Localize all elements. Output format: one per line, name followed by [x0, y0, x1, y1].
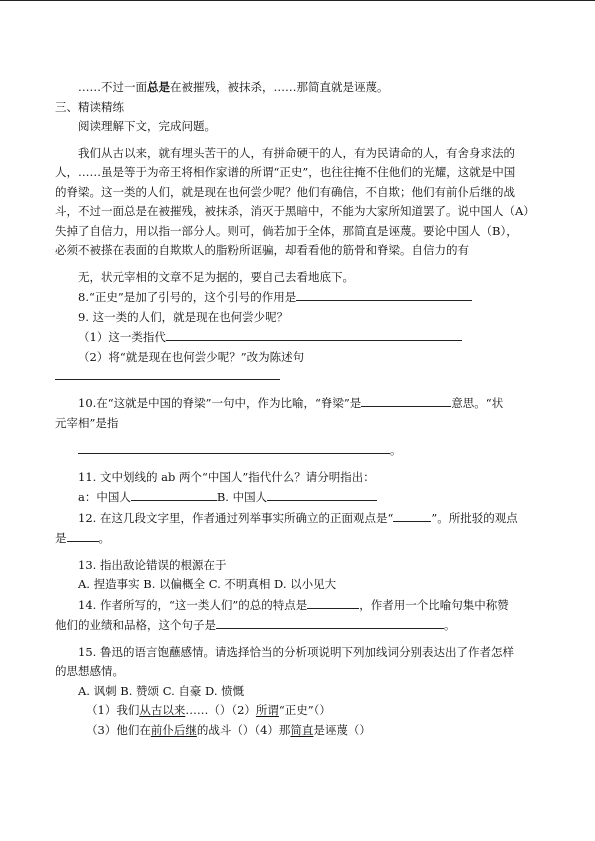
question-10-line-3	[55, 440, 545, 461]
document-page	[55, 78, 545, 740]
question-10-end: 。	[390, 443, 402, 457]
passage-line: 斗，不过一面总是在被摧残，被抹杀，消灭于黑暗中，不能为大家所知道罢了。说中国人（A）	[55, 204, 535, 218]
passage-line: 必须不被搽在表面的自欺欺人的脂粉所诓骗，却看看他的筋骨和脊梁。自信力的有	[55, 243, 469, 257]
question-14-text-b: ，作者用一个比喻句集中称赞	[359, 597, 509, 612]
question-8	[55, 287, 545, 308]
question-14-line-1	[55, 595, 545, 616]
answer-blank[interactable]	[307, 595, 359, 609]
question-11-b-label: B. 中国人	[216, 490, 268, 504]
question-15-items-1-2	[55, 701, 545, 721]
question-11-stem: 11. 文中划线的 ab 两个“中国人”指代什么？请分明指出：	[78, 469, 375, 484]
question-14-text-c: 他们的业绩和品格，这个句子是	[55, 618, 216, 632]
question-9-sub-1	[55, 327, 545, 348]
question-15-options: A. 讽刺 B. 赞颂 C. 自豪 D. 愤慨	[78, 683, 245, 698]
question-10-text-a: 10.在“这就是中国的脊梁”一句中，作为比喻，“脊梁”是	[78, 396, 362, 410]
answer-blank[interactable]	[296, 287, 472, 301]
question-9-sub-2: （2）将“就是现在也何尝少呢？”改为陈述句	[78, 349, 305, 364]
item-1-underlined-word: 从古以来	[139, 703, 186, 717]
question-12-line-2	[55, 528, 545, 549]
question-8-text: 8.“正史”是加了引号的，这个引号的作用是	[78, 290, 297, 304]
question-14-text-a: 14. 作者所写的，“这一类人们”的总的特点是	[78, 597, 308, 612]
question-15-items-3-4	[55, 721, 545, 741]
passage-line: 无，状元宰相的文章不足为据的，要自己去看地底下。	[78, 269, 354, 284]
question-15-stem-2: 的思想感情。	[55, 664, 124, 678]
answer-blank[interactable]	[267, 487, 377, 501]
question-12-text-c: 是	[55, 531, 67, 545]
item-2-underlined-word: 所谓	[255, 703, 279, 717]
question-10-line-2: 元宰相”是指	[55, 415, 119, 430]
passage-line: 的脊梁。这一类的人们，就是现在也何尝少呢？他们有确信，不自欺；他们有前仆后继的战	[55, 184, 515, 199]
item-1-prefix: （1）我们	[86, 703, 140, 717]
question-10-text-b: 意思。“状	[451, 396, 504, 410]
answer-line[interactable]	[55, 367, 280, 386]
top-fragment-text-2: 在被摧残，被抹杀，……那简直就是诬蔑。	[170, 80, 389, 94]
question-12-text-a: 12. 在这几段文字里，作者通过列举事实所确立的正面观点是“	[78, 510, 394, 525]
question-10-line-1	[55, 393, 545, 414]
answer-blank[interactable]	[216, 615, 444, 629]
answer-blank[interactable]	[78, 440, 390, 454]
passage-line: 人，……虽是等于为帝王将相作家谱的所谓“正史”，也往往掩不住他们的光耀，这就是中国	[55, 165, 516, 179]
instruction: 阅读理解下文，完成问题。	[78, 119, 216, 133]
question-11-a-label: a：中国人	[78, 490, 131, 504]
top-fragment-bold: 总是	[147, 80, 170, 94]
reading-passage	[55, 144, 545, 288]
answer-blank[interactable]	[131, 487, 217, 501]
question-12-text-b: ”。所批驳的观点	[431, 510, 518, 525]
question-9-stem: 9. 这一类的人们，就是现在也何尝少呢？	[78, 309, 289, 324]
question-14-end: 。	[444, 618, 456, 632]
answer-blank[interactable]	[393, 508, 431, 522]
question-13-options: A. 捏造事实 B. 以偏概全 C. 不明真相 D. 以小见大	[78, 577, 337, 591]
question-11-answers	[55, 487, 545, 508]
question-13-stem: 13. 指出敌论错误的根源在于	[78, 557, 227, 572]
question-9-sub-1-text: （1）这一类指代	[78, 330, 166, 344]
passage-line: 失掉了自信力，用以指一部分人。则可，倘若加于全体，那简直是诬蔑。要论中国人（B），	[55, 223, 518, 238]
item-3-prefix: （3）他们在	[86, 722, 151, 737]
question-12-end: 。	[98, 531, 110, 545]
section-title: 三、精读精练	[55, 99, 124, 114]
answer-blank[interactable]	[67, 528, 99, 542]
item-2-suffix: “正史”（）	[278, 703, 331, 717]
item-1-suffix: ……（）（2）	[185, 703, 256, 717]
passage-line: 我们从古以来，就有埋头苦干的人，有拼命硬干的人，有为民请命的人，有舍身求法的	[78, 145, 515, 160]
top-fragment-text-1: ……不过一面	[78, 80, 147, 94]
item-3-underlined-word: 前仆后继	[150, 722, 197, 737]
answer-blank[interactable]	[361, 393, 451, 407]
item-4-suffix: 是诬蔑（）	[313, 722, 371, 737]
top-fragment-line	[55, 78, 545, 98]
item-3-suffix: 的战斗（）（4）那	[196, 722, 291, 737]
question-14-line-2	[55, 615, 545, 636]
question-12-line-1	[55, 508, 545, 529]
answer-blank[interactable]	[166, 327, 462, 341]
item-4-underlined-word: 简直	[290, 722, 314, 737]
question-15-stem-1: 15. 鲁迅的语言饱蘸感情。请选择恰当的分析项说明下列加线词分别表达出了作者怎样	[78, 644, 514, 659]
page-top-border	[0, 0, 595, 1]
